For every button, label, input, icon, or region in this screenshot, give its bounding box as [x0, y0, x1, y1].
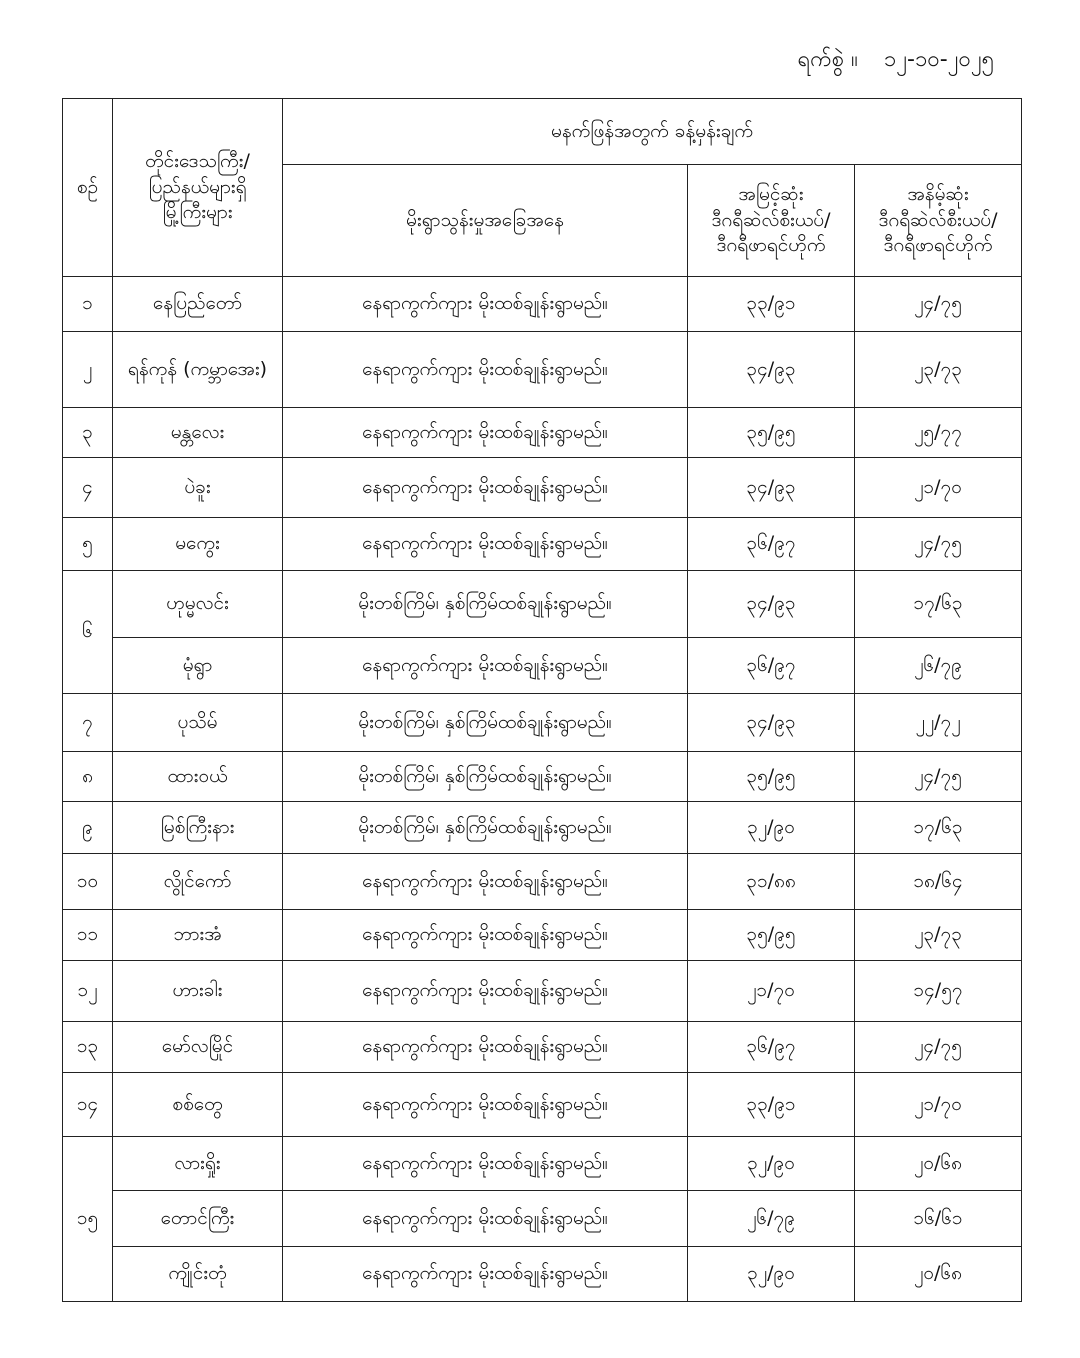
max-temp-cell: ၃၄/၉၃	[688, 694, 855, 752]
serial-cell: ၇	[63, 694, 113, 752]
city-cell: မြစ်ကြီးနား	[113, 802, 283, 854]
table-row	[63, 332, 1022, 408]
serial-cell: ၉	[63, 802, 113, 854]
condition-cell: မိုးတစ်ကြိမ်၊ နှစ်ကြိမ်ထစ်ချုန်းရွာမည်။	[283, 752, 688, 802]
max-temp-cell: ၂၁/၇၀	[688, 961, 855, 1022]
city-cell: မကွေး	[113, 518, 283, 571]
table-row	[63, 802, 1022, 854]
city-cell: စစ်တွေ	[113, 1073, 283, 1137]
condition-cell: နေရာကွက်ကျား မိုးထစ်ချုန်းရွာမည်။	[283, 458, 688, 518]
table-row	[63, 1073, 1022, 1137]
serial-cell: ၁	[63, 277, 113, 332]
serial-cell: ၁၄	[63, 1073, 113, 1137]
condition-cell: နေရာကွက်ကျား မိုးထစ်ချုန်းရွာမည်။	[283, 1191, 688, 1247]
header-condition: မိုးရွာသွန်းမှုအခြေအနေ	[283, 165, 688, 277]
condition-cell: နေရာကွက်ကျား မိုးထစ်ချုန်းရွာမည်။	[283, 332, 688, 408]
serial-cell: ၁၃	[63, 1022, 113, 1073]
min-temp-cell: ၂၀/၆၈	[855, 1247, 1022, 1302]
header-city-line: မြို့ကြီးများ	[162, 201, 233, 224]
condition-cell: နေရာကွက်ကျား မိုးထစ်ချုန်းရွာမည်။	[283, 408, 688, 458]
table-header	[63, 99, 1022, 277]
condition-cell: မိုးတစ်ကြိမ်၊ နှစ်ကြိမ်ထစ်ချုန်းရွာမည်။	[283, 571, 688, 638]
serial-cell: ၅	[63, 518, 113, 571]
min-temp-cell: ၂၀/၆၈	[855, 1137, 1022, 1191]
header-max-temp	[688, 165, 855, 277]
serial-cell: ၁၁	[63, 910, 113, 961]
table-row	[63, 571, 1022, 638]
city-cell: ပဲခူး	[113, 458, 283, 518]
condition-cell: နေရာကွက်ကျား မိုးထစ်ချုန်းရွာမည်။	[283, 1073, 688, 1137]
condition-cell: နေရာကွက်ကျား မိုးထစ်ချုန်းရွာမည်။	[283, 277, 688, 332]
condition-cell: နေရာကွက်ကျား မိုးထစ်ချုန်းရွာမည်။	[283, 638, 688, 694]
max-temp-cell: ၃၅/၉၅	[688, 752, 855, 802]
table-row	[63, 1191, 1022, 1247]
condition-cell: နေရာကွက်ကျား မိုးထစ်ချုန်းရွာမည်။	[283, 910, 688, 961]
header-max-line: ဒီဂရီဆဲလ်စီးယပ်/	[711, 208, 831, 231]
serial-cell: ၁၂	[63, 961, 113, 1022]
header-max-line: အမြင့်ဆုံး	[738, 183, 804, 206]
min-temp-cell: ၂၂/၇၂	[855, 694, 1022, 752]
min-temp-cell: ၂၃/၇၃	[855, 910, 1022, 961]
min-temp-cell: ၁၄/၅၇	[855, 961, 1022, 1022]
serial-cell: ၂	[63, 332, 113, 408]
condition-cell: နေရာကွက်ကျား မိုးထစ်ချုန်းရွာမည်။	[283, 854, 688, 910]
condition-cell: မိုးတစ်ကြိမ်၊ နှစ်ကြိမ်ထစ်ချုန်းရွာမည်။	[283, 802, 688, 854]
table-row	[63, 1137, 1022, 1191]
max-temp-cell: ၃၅/၉၅	[688, 408, 855, 458]
header-forecast-group: မနက်ဖြန်အတွက် ခန့်မှန်းချက်	[283, 99, 1022, 165]
city-cell: ဘားအံ	[113, 910, 283, 961]
max-temp-cell: ၃၆/၉၇	[688, 638, 855, 694]
condition-cell: မိုးတစ်ကြိမ်၊ နှစ်ကြိမ်ထစ်ချုန်းရွာမည်။	[283, 694, 688, 752]
date-value: ၁၂-၁၀-၂၀၂၅	[883, 47, 994, 72]
date-line	[798, 44, 994, 77]
min-temp-cell: ၁၈/၆၄	[855, 854, 1022, 910]
max-temp-cell: ၃၄/၉၃	[688, 458, 855, 518]
max-temp-cell: ၃၃/၉၁	[688, 277, 855, 332]
min-temp-cell: ၁၆/၆၁	[855, 1191, 1022, 1247]
city-cell: ဟုမ္မလင်း	[113, 571, 283, 638]
table-row	[63, 1022, 1022, 1073]
table-row	[63, 752, 1022, 802]
min-temp-cell: ၁၇/၆၃	[855, 802, 1022, 854]
max-temp-cell: ၃၁/၈၈	[688, 854, 855, 910]
table-row	[63, 518, 1022, 571]
max-temp-cell: ၃၃/၉၁	[688, 1073, 855, 1137]
header-city-line: ပြည်နယ်များရှိ	[148, 175, 247, 198]
max-temp-cell: ၃၆/၉၇	[688, 518, 855, 571]
city-cell: ထားဝယ်	[113, 752, 283, 802]
city-cell: တောင်ကြီး	[113, 1191, 283, 1247]
table-row	[63, 854, 1022, 910]
serial-cell: ၃	[63, 408, 113, 458]
header-max-line: ဒီဂရီဖာရင်ဟိုက်	[716, 234, 826, 257]
table-row	[63, 638, 1022, 694]
table-row	[63, 694, 1022, 752]
min-temp-cell: ၂၄/၇၅	[855, 518, 1022, 571]
max-temp-cell: ၂၆/၇၉	[688, 1191, 855, 1247]
serial-cell: ၁၅	[63, 1137, 113, 1302]
condition-cell: နေရာကွက်ကျား မိုးထစ်ချုန်းရွာမည်။	[283, 961, 688, 1022]
serial-cell: ၈	[63, 752, 113, 802]
max-temp-cell: ၃၅/၉၅	[688, 910, 855, 961]
min-temp-cell: ၂၅/၇၇	[855, 408, 1022, 458]
city-cell: လားရှိုး	[113, 1137, 283, 1191]
city-cell: ကျိုင်းတုံ	[113, 1247, 283, 1302]
table-row	[63, 1247, 1022, 1302]
table-body	[63, 277, 1022, 1302]
max-temp-cell: ၃၂/၉၀	[688, 802, 855, 854]
city-cell: ပုသိမ်	[113, 694, 283, 752]
condition-cell: နေရာကွက်ကျား မိုးထစ်ချုန်းရွာမည်။	[283, 1137, 688, 1191]
header-min-temp	[855, 165, 1022, 277]
city-cell: လွိုင်ကော်	[113, 854, 283, 910]
min-temp-cell: ၂၁/၇၀	[855, 1073, 1022, 1137]
min-temp-cell: ၂၄/၇၅	[855, 752, 1022, 802]
serial-cell: ၁၀	[63, 854, 113, 910]
city-cell: မော်လမြိုင်	[113, 1022, 283, 1073]
header-min-line: ဒီဂရီဆဲလ်စီးယပ်/	[878, 208, 998, 231]
table-row	[63, 458, 1022, 518]
serial-cell: ၄	[63, 458, 113, 518]
header-min-line: ဒီဂရီဖာရင်ဟိုက်	[883, 234, 993, 257]
min-temp-cell: ၂၁/၇၀	[855, 458, 1022, 518]
city-cell: ဟားခါး	[113, 961, 283, 1022]
serial-cell: ၆	[63, 571, 113, 694]
forecast-table	[62, 98, 1022, 1302]
min-temp-cell: ၂၆/၇၉	[855, 638, 1022, 694]
max-temp-cell: ၃၄/၉၃	[688, 571, 855, 638]
city-cell: မုံရွာ	[113, 638, 283, 694]
table-row	[63, 277, 1022, 332]
condition-cell: နေရာကွက်ကျား မိုးထစ်ချုန်းရွာမည်။	[283, 518, 688, 571]
max-temp-cell: ၃၂/၉၀	[688, 1137, 855, 1191]
header-city	[113, 99, 283, 277]
max-temp-cell: ၃၄/၉၃	[688, 332, 855, 408]
min-temp-cell: ၂၃/၇၃	[855, 332, 1022, 408]
max-temp-cell: ၃၆/၉၇	[688, 1022, 855, 1073]
city-cell: ရန်ကုန် (ကမ္ဘာအေး)	[113, 332, 283, 408]
max-temp-cell: ၃၂/၉၀	[688, 1247, 855, 1302]
condition-cell: နေရာကွက်ကျား မိုးထစ်ချုန်းရွာမည်။	[283, 1247, 688, 1302]
table-row	[63, 910, 1022, 961]
header-city-line: တိုင်းဒေသကြီး/	[145, 150, 250, 173]
header-serial: စဉ်	[63, 99, 113, 277]
condition-cell: နေရာကွက်ကျား မိုးထစ်ချုန်းရွာမည်။	[283, 1022, 688, 1073]
table-row	[63, 961, 1022, 1022]
city-cell: မန္တလေး	[113, 408, 283, 458]
min-temp-cell: ၂၄/၇၅	[855, 1022, 1022, 1073]
header-min-line: အနိမ့်ဆုံး	[907, 183, 969, 206]
date-label: ရက်စွဲ ။	[797, 47, 858, 72]
min-temp-cell: ၂၄/၇၅	[855, 277, 1022, 332]
min-temp-cell: ၁၇/၆၃	[855, 571, 1022, 638]
city-cell: နေပြည်တော်	[113, 277, 283, 332]
table-row	[63, 408, 1022, 458]
